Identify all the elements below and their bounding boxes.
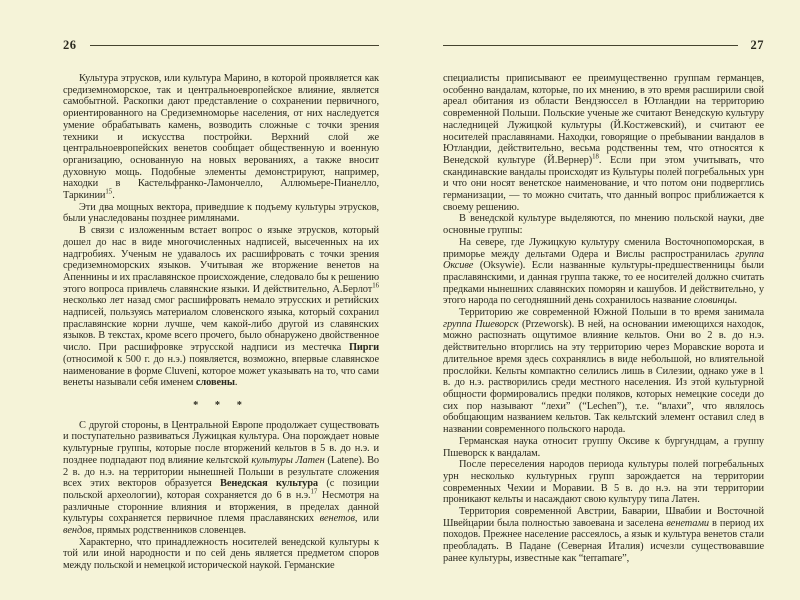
page-body-right [443,73,764,565]
footnote-marker: 18 [592,153,599,161]
footnote-marker: 16 [372,282,379,290]
italic-term: венетов [319,513,355,525]
paragraph: После переселения народов периода культуры полей погребальных урн несколько культурных групп зарождается на территории современных Чехии и Моравии. В 5 в. до н.э. на эти территории проникают кельты и насаждают свою культуру типа Латен. [443,459,764,506]
page-body-left [63,73,379,572]
bold-term: словены [195,377,235,389]
section-separator: * * * [193,399,249,411]
header-rule [90,45,380,46]
page-number: 27 [750,37,764,52]
italic-term: культуры Латен [251,454,325,466]
italic-term: группа Пшеворск [443,318,519,330]
paragraph: специалисты приписывают ее преимущественно группам германцев, особенно вандалам, которые, по их мнению, в это время расширили свой ареал обитания из области Вендзюссел в Ютландии на территорию современной Польши. Польские ученые же считают Венедскую культуру наследницей Лужицкой культуры (Й.Костжевский), и считают ее носителей праславянами. Находки, говорящие о пребывании вандалов в Ютландии, действительно, весьма родственны тем, что относятся к Венедской культуре (Й.Вернер)$^{18}$. Если при этом учитывать, что скандинавские вандалы происходят из Культуры полей погребальных урн и что они носят венетское наименование, и что потом они подверглись германизации, — то можно считать, что данный вопрос приближается к своему решению. [443,73,764,213]
paragraph: На севере, где Лужицкую культуру сменила Восточнопоморская, в приморье между дельтами Одера и Вислы распространилась группа Оксиве (Oksywie). Если названные культуры-предшественницы были праславянскими, и данная группа также, то ее носителей должно считать предками нынешних славянских поморян и кашубов. И действительно, у этого народа по сегодняшний день сохранилось название словинцы. [443,236,764,307]
paragraph: Территория современной Австрии, Баварии, Швабии и Восточной Швейцарии была полностью завоевана и заселена венетами в период их походов. Прежнее население рассеялось, а язык и культура венетов стали преобладать. В Падане (Северная Италия) исчезли существовавшие ранее культуры, известные как “terramare”, [443,506,764,564]
page-left [63,38,379,572]
italic-term: группа Оксиве [443,248,764,272]
paragraph: Германская наука относит группу Оксиве к бургундцам, а группу Пшеворск к вандалам. [443,435,764,459]
paragraph: Характерно, что принадлежность носителей венедской культуры к той или иной народности и по сей день является предметом споров между польской и немецкой исторической наукой. Германские [63,536,379,572]
bold-term: Пирги [348,342,379,354]
paragraph: Эти два мощных вектора, приведшие к подъему культуры этрусков, были унаследованы позднее римлянами. [63,201,379,225]
page-header-right [443,38,764,52]
paragraph: В венедской культуре выделяются, по мнению польской науки, две основные группы: [443,213,764,237]
paragraph: С другой стороны, в Центральной Европе продолжает существовать и поступательно развиваться Лужицкая культура. Она порождает новые культурные группы, которые после вторжений кельтов в 5 в. до н.э. и позднее подпадают под влияние кельтской культуры Латен (Latene). Во 2 в. до н.э. на территории нынешней Польши в результате сложения всех этих векторов образуется Венедская культура (с позиции польской археологии), которая сохраняется до 6 в н.э.$^{17}$ Несмотря на различные сторонние влияния и вторжения, в пределах данной культуры сохраняется первичное племя праславянских венетов, или вендов, прямых родственников словенцев. [63,419,379,537]
bold-term: Венедская культура [220,478,319,490]
page-number: 26 [63,37,77,52]
italic-term: венетами [666,517,709,529]
footnote-marker: 15 [105,188,113,196]
italic-term: вендов [63,525,92,537]
italic-term: словинцы [693,295,735,307]
paragraph: Культура этрусков, или культура Марино, в которой проявляется как средиземноморское, так и центральноевропейское влияние, является самобытной. Раскопки дают представление о сохранении первичного, ориентированного на Средиземноморье населения, от них наследуется умение обрабатывать камень, возводить сложные с точки зрения техники и искусства постройки. Верхний слой же центральноевропейских венетов сообщает общественную и военную организацию, основанную на новых верованиях, а также вносит духовную мощь. Подобные элементы демонстрируют, например, находки в Кастельфранко-Ламончелло, Аллюмьере-Пианелло, Таркинии$^{15}$. [63,73,379,202]
page-right [443,38,764,565]
paragraph: Территорию же современной Южной Польши в то время занимала группа Пшеворск (Przeworsk). В ней, на основании имеющихся находок, можно распознать ощутимое влияние кельтов. Они во 2 в. до н.э. действительно вторглись на эту территорию через Моравские ворота и длительное время здесь сохранялись в виде небольшой, но влиятельной прослойки. Кельты компактно селились лишь в Силезии, однако уже в 1 в. до н.э. растворились среди местного населения. Из этой культурной общности формировались предки поляков, которых немецкие соседи до сих пор называют “лехи” (“Lechen”), т.е. “влахи”, что являлось обобщающим названием кельтов. Так кельтский элемент оставил след в названии современного польского народа. [443,307,764,436]
page-header-left [63,38,379,52]
footnote-marker: 17 [310,488,318,496]
paragraph: В связи с изложенным встает вопрос о языке этрусков, который дошел до нас в виде многочисленных надписей, высеченных на их надгробиях. Ученым не удавалось их расшифровать с точки зрения средиземноморских языков. Учитывая же вторжение венетов на Апеннины и их праславянское происхождение, следовало бы к решению этого вопроса привлечь славянские языки. И действительно, А.Берлот$^{16}$ несколько лет назад смог расшифровать немало этрусских и ретийских надписей, пользуясь материалом словенского языка, который сохранил праславянские корни лучше, чем какой-либо другой из славянских языков. В текстах, кроме всего прочего, было обнаружено двойственное число. При расшифровке этрусской надписи из местечка Пирги (относимой к 500 г. до н.э.) появляется, возможно, впервые славянское наименование в форме Cluveni, которое может указывать на то, что сами венеты называли себя именем словены. [63,225,379,389]
header-rule [443,45,738,46]
